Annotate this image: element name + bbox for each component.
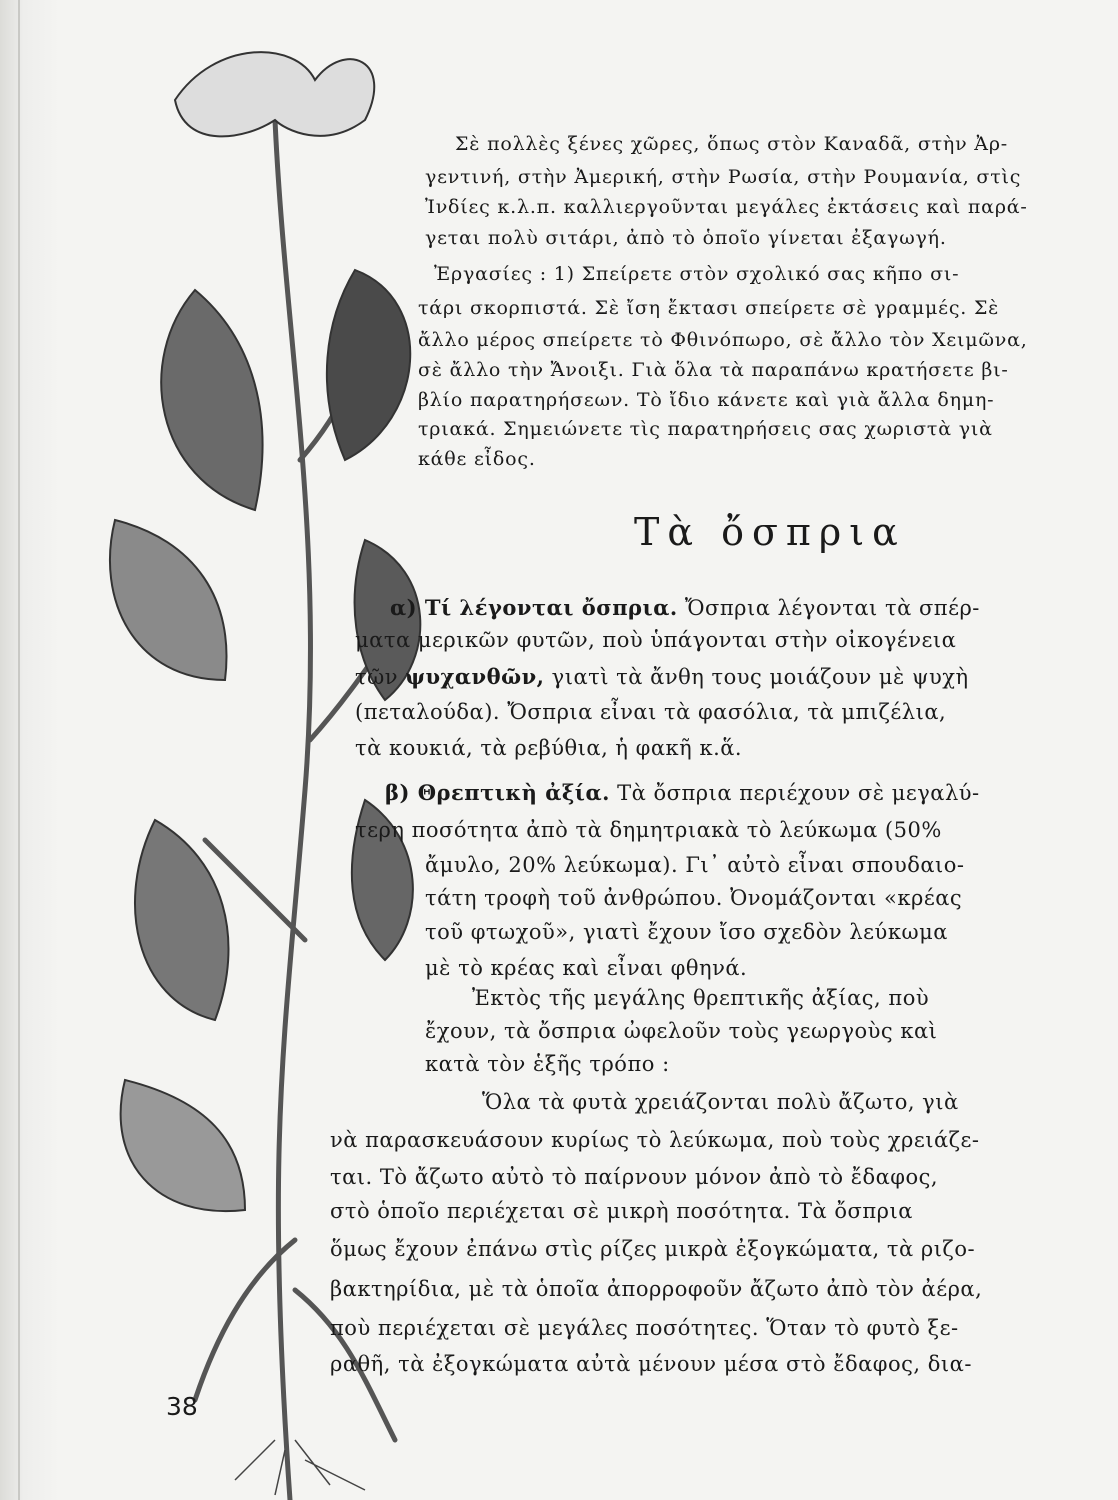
section-heading: β) Θρεπτικὴ ἀξία. (385, 780, 610, 805)
text-line: Ἐκτὸς τῆς μεγάλης θρεπτικῆς ἀξίας, ποὺ (472, 986, 930, 1010)
text-line: τάρι σκορπιστά. Σὲ ἴση ἔκτασι σπείρετε σὲ γραμμές. Σὲ (418, 297, 1000, 319)
text-line: ὅμως ἔχουν ἐπάνω στὶς ρίζες μικρὰ ἐξογκώματα, τὰ ριζο- (330, 1237, 976, 1261)
text-line: ἄλλο μέρος σπείρετε τὸ Φθινόπωρο, σὲ ἄλλο τὸν Χειμῶνα, (418, 329, 1028, 351)
text-line: ἄμυλο, 20% λεύκωμα). Γι᾽ αὐτὸ εἶναι σπουδαιο- (425, 853, 965, 877)
text-line (390, 595, 980, 620)
text-line: Σὲ πολλὲς ξένες χῶρες, ὅπως στὸν Καναδᾶ, στὴν Ἀρ- (455, 133, 1009, 155)
text-line: σὲ ἄλλο τὴν Ἄνοιξι. Γιὰ ὅλα τὰ παραπάνω κρατήσετε βι- (418, 359, 1009, 381)
text-line: τριακά. Σημειώνετε τὶς παρατηρήσεις σας χωριστὰ γιὰ (418, 418, 993, 440)
text-line: μὲ τὸ κρέας καὶ εἶναι φθηνά. (425, 956, 748, 980)
text-line: ποὺ περιέχεται σὲ μεγάλες ποσότητες. Ὅταν τὸ φυτὸ ξε- (330, 1316, 959, 1340)
text-line: τοῦ φτωχοῦ», γιατὶ ἔχουν ἴσο σχεδὸν λεύκωμα (425, 920, 948, 944)
page-binding-edge (0, 0, 60, 1500)
text-span: Ὄσπρια λέγονται τὰ σπέρ- (684, 596, 980, 620)
text-line (355, 664, 969, 689)
text-line: ραθῆ, τὰ ἐξογκώματα αὐτὰ μένουν μέσα στὸ ἔδαφος, δια- (330, 1352, 972, 1376)
text-line: γεντινή, στὴν Ἀμερική, στὴν Ρωσία, στὴν Ρουμανία, στὶς (425, 166, 1022, 188)
text-line: Ἰνδίες κ.λ.π. καλλιεργοῦνται μεγάλες ἐκτάσεις καὶ παρά- (425, 196, 1028, 218)
text-line: βακτηρίδια, μὲ τὰ ὁποῖα ἀπορροφοῦν ἄζωτο ἀπὸ τὸν ἀέρα, (330, 1277, 983, 1301)
text-line: βλίο παρατηρήσεων. Τὸ ἴδιο κάνετε καὶ γιὰ ἄλλα δημη- (418, 389, 995, 411)
page-number: 38 (166, 1392, 198, 1421)
text-line: ἔχουν, τὰ ὄσπρια ὠφελοῦν τοὺς γεωργοὺς καὶ (425, 1019, 938, 1043)
text-line: τὰ κουκιά, τὰ ρεβύθια, ἡ φακῆ κ.ἅ. (355, 736, 743, 760)
bold-term: ψυχανθῶν, (405, 664, 545, 689)
text-span: γιατὶ τὰ ἄνθη τους μοιάζουν μὲ ψυχὴ (551, 665, 969, 689)
text-line (385, 780, 980, 805)
text-line: στὸ ὁποῖο περιέχεται σὲ μικρὴ ποσότητα. Τὰ ὄσπρια (330, 1199, 913, 1223)
section-title: Τὰ ὄσπρια (634, 510, 906, 554)
text-line: κάθε εἶδος. (418, 448, 536, 470)
text-line: τερη ποσότητα ἀπὸ τὰ δημητριακὰ τὸ λεύκωμα (50% (355, 818, 942, 842)
text-line: ματα μερικῶν φυτῶν, ποὺ ὑπάγονται στὴν οἰκογένεια (355, 628, 957, 652)
text-line: νὰ παρασκευάσουν κυρίως τὸ λεύκωμα, ποὺ τοὺς χρειάζε- (330, 1128, 980, 1152)
text-line: Ὅλα τὰ φυτὰ χρειάζονται πολὺ ἄζωτο, γιὰ (482, 1090, 959, 1114)
text-line: (πεταλούδα). Ὄσπρια εἶναι τὰ φασόλια, τὰ μπιζέλια, (355, 700, 947, 724)
text-span: τῶν (355, 665, 399, 689)
text-line: Ἐργασίες : 1) Σπείρετε στὸν σχολικό σας κῆπο σι- (434, 263, 960, 285)
text-line: κατὰ τὸν ἑξῆς τρόπο : (425, 1052, 670, 1076)
text-line: γεται πολὺ σιτάρι, ἀπὸ τὸ ὁποῖο γίνεται ἐξαγωγή. (425, 227, 947, 249)
text-span: Τὰ ὄσπρια περιέχουν σὲ μεγαλύ- (617, 781, 980, 805)
text-line: ται. Τὸ ἄζωτο αὐτὸ τὸ παίρνουν μόνον ἀπὸ τὸ ἔδαφος, (330, 1165, 939, 1189)
text-line: τάτη τροφὴ τοῦ ἀνθρώπου. Ὀνομάζονται «κρέας (425, 886, 963, 910)
section-heading: α) Τί λέγονται ὄσπρια. (390, 595, 678, 620)
